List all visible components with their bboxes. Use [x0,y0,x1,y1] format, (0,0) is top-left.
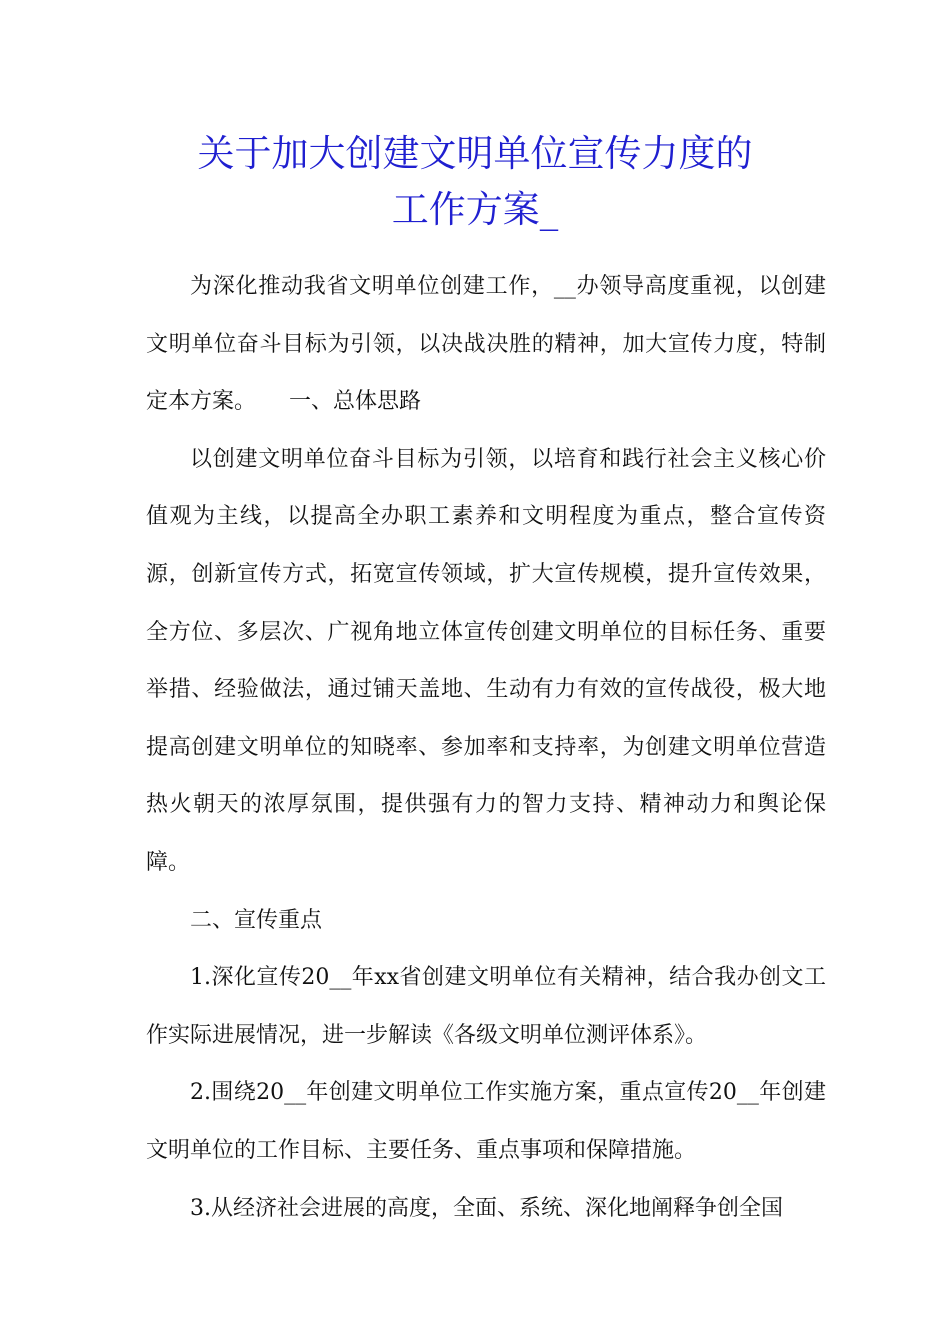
document-title [120,126,830,238]
document-body [146,258,826,1237]
list-item-1: 1.深化宣传20__年xx省创建文明单位有关精神，结合我办创文工作实际进展情况，进一步解读《各级文明单位测评体系》。 [146,965,826,1048]
paragraph-intro: 为深化推动我省文明单位创建工作，__办领导高度重视，以创建文明单位奋斗目标为引领，以决战决胜的精神，加大宣传力度，特制定本方案。 一、总体思路 [146,274,826,415]
paragraph-overall-approach: 以创建文明单位奋斗目标为引领，以培育和践行社会主义核心价值观为主线，以提高全办职工素养和文明程度为重点，整合宣传资源，创新宣传方式，拓宽宣传领域，扩大宣传规模，提升宣传效果，全方位、多层次、广视角地立体宣传创建文明单位的目标任务、重要举措、经验做法，通过铺天盖地、生动有力有效的宣传战役，极大地提高创建文明单位的知晓率、参加率和支持率，为创建文明单位营造热火朝天的浓厚氛围，提供强有力的智力支持、精神动力和舆论保障。 [146,446,826,875]
list-item-2: 2.围绕20__年创建文明单位工作实施方案，重点宣传20__年创建文明单位的工作目标、主要任务、重点事项和保障措施。 [146,1080,826,1163]
title-line-1: 关于加大创建文明单位宣传力度的 [197,132,753,175]
section-heading-publicity-focus: 二、宣传重点 [190,907,323,933]
list-item-3: 3.从经济社会进展的高度，全面、系统、深化地阐释争创全国 [190,1195,783,1221]
title-line-2: 工作方案_ [391,188,559,231]
